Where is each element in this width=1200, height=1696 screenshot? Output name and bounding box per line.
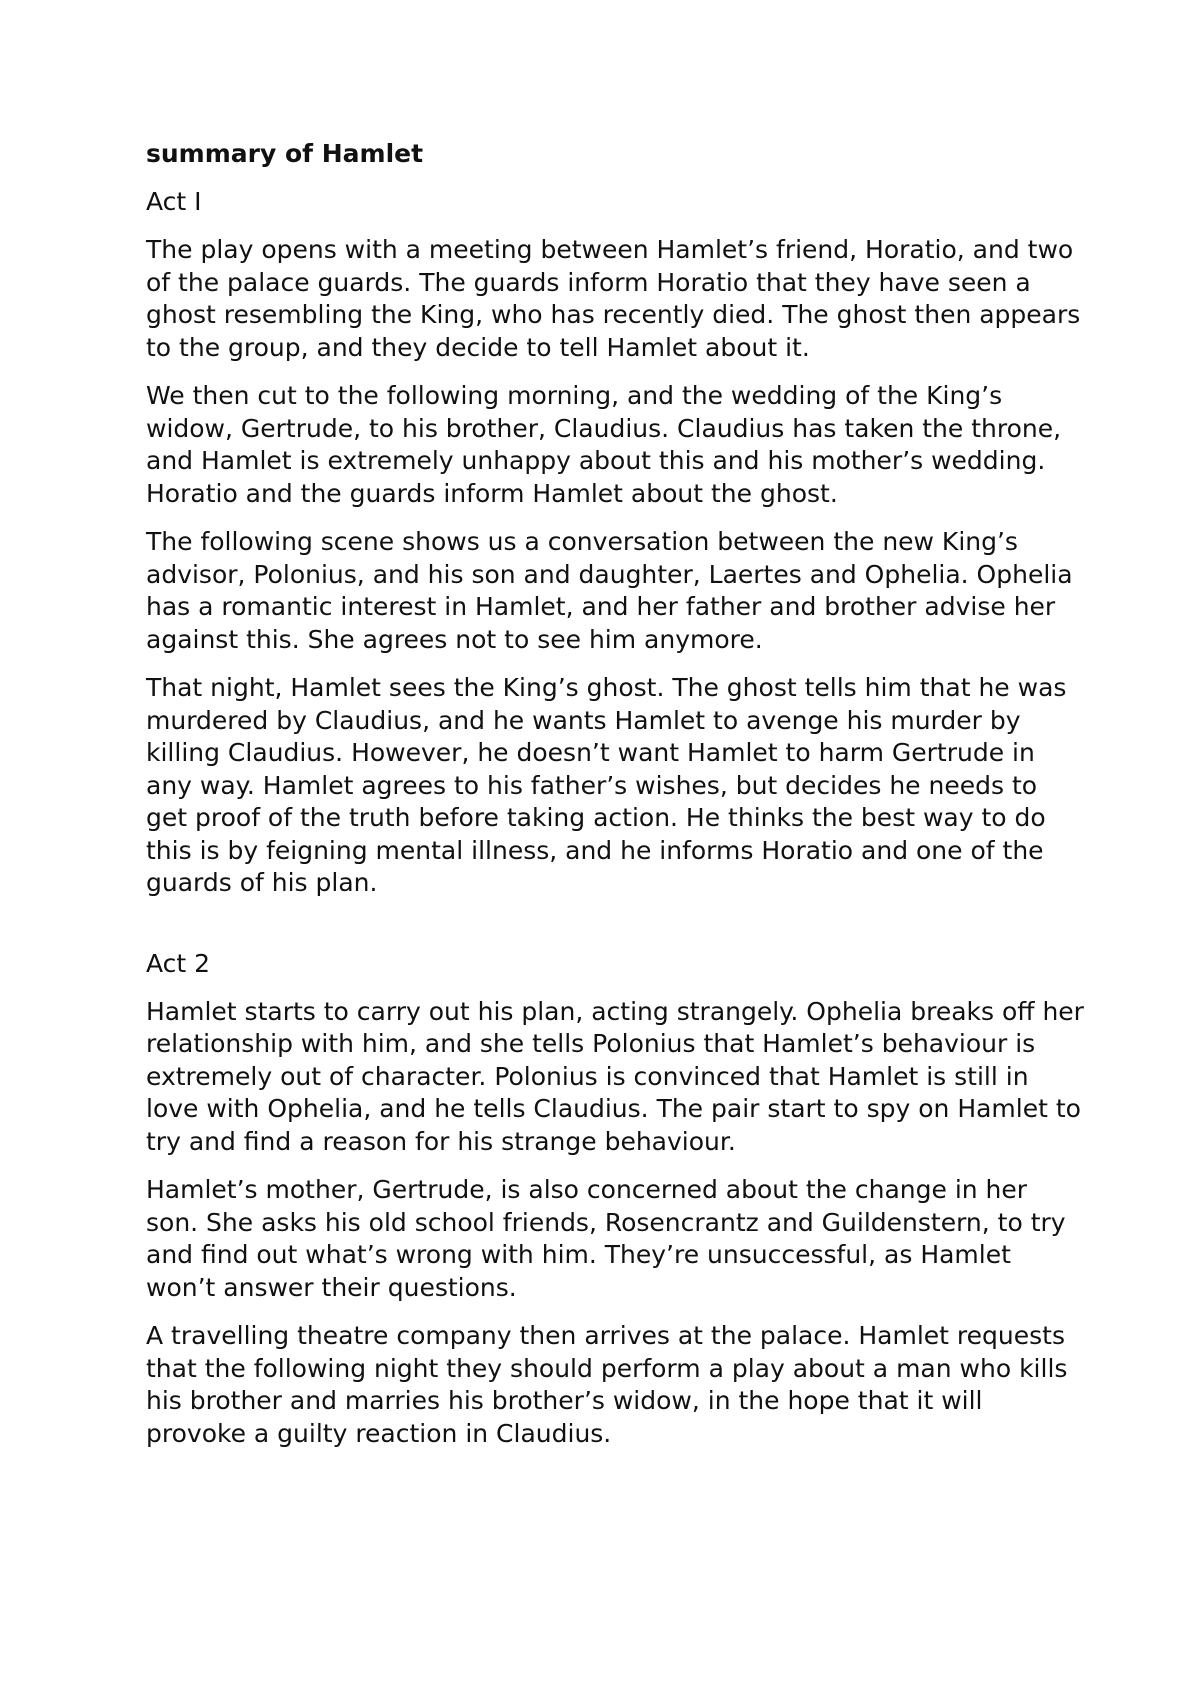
document-title: summary of Hamlet: [146, 139, 424, 168]
paragraph: The play opens with a meeting between Hamlet’s friend, Horatio, and two of the palace guards. The guards inform Horatio that they have seen a ghost resembling the King, who has recently died. The ghost then appears to the group, and they decide to tell Hamlet about it.: [146, 235, 1081, 362]
act-heading: Act I: [146, 187, 202, 216]
act-section-2: [146, 948, 1086, 1451]
paragraph: Hamlet starts to carry out his plan, acting strangely. Ophelia breaks off her relationship with him, and she tells Polonius that Hamlet’s behaviour is extremely out of character. Polonius is convinced that Hamlet is still in love with Ophelia, and he tells Claudius. The pair start to spy on Hamlet to try and find a reason for his strange behaviour.: [146, 996, 1084, 1156]
act-heading: Act 2: [146, 948, 211, 978]
document-page: [146, 138, 1086, 1466]
paragraph: We then cut to the following morning, and the wedding of the King’s widow, Gertrude, to his brother, Claudius. Claudius has taken the throne, and Hamlet is extremely unhappy about this and his mother’s wedding. Horatio and the guards inform Hamlet about the ghost.: [146, 381, 1062, 508]
paragraph: That night, Hamlet sees the King’s ghost. The ghost tells him that he was murdered by Claudius, and he wants Hamlet to avenge his murder by killing Claudius. However, he doesn’t want Hamlet to harm Gertrude in any way. Hamlet agrees to his father’s wishes, but decides he needs to get proof of the truth before taking action. He thinks the best way to do this is by feigning mental illness, and he informs Horatio and one of the guards of his plan.: [146, 673, 1067, 897]
paragraph: Hamlet’s mother, Gertrude, is also concerned about the change in her son. She asks his old school friends, Rosencrantz and Guildenstern, to try and find out what’s wrong with him. They’re unsuccessful, as Hamlet won’t answer their questions.: [146, 1175, 1066, 1302]
paragraph: The following scene shows us a conversation between the new King’s advisor, Polonius, and his son and daughter, Laertes and Ophelia. Ophelia has a romantic interest in Hamlet, and her father and brother advise her against this. She agrees not to see him anymore.: [146, 527, 1073, 654]
paragraph: A travelling theatre company then arrives at the palace. Hamlet requests that the following night they should perform a play about a man who kills his brother and marries his brother’s widow, in the hope that it will provoke a guilty reaction in Claudius.: [146, 1321, 1068, 1448]
act-section-1: [146, 186, 1086, 900]
